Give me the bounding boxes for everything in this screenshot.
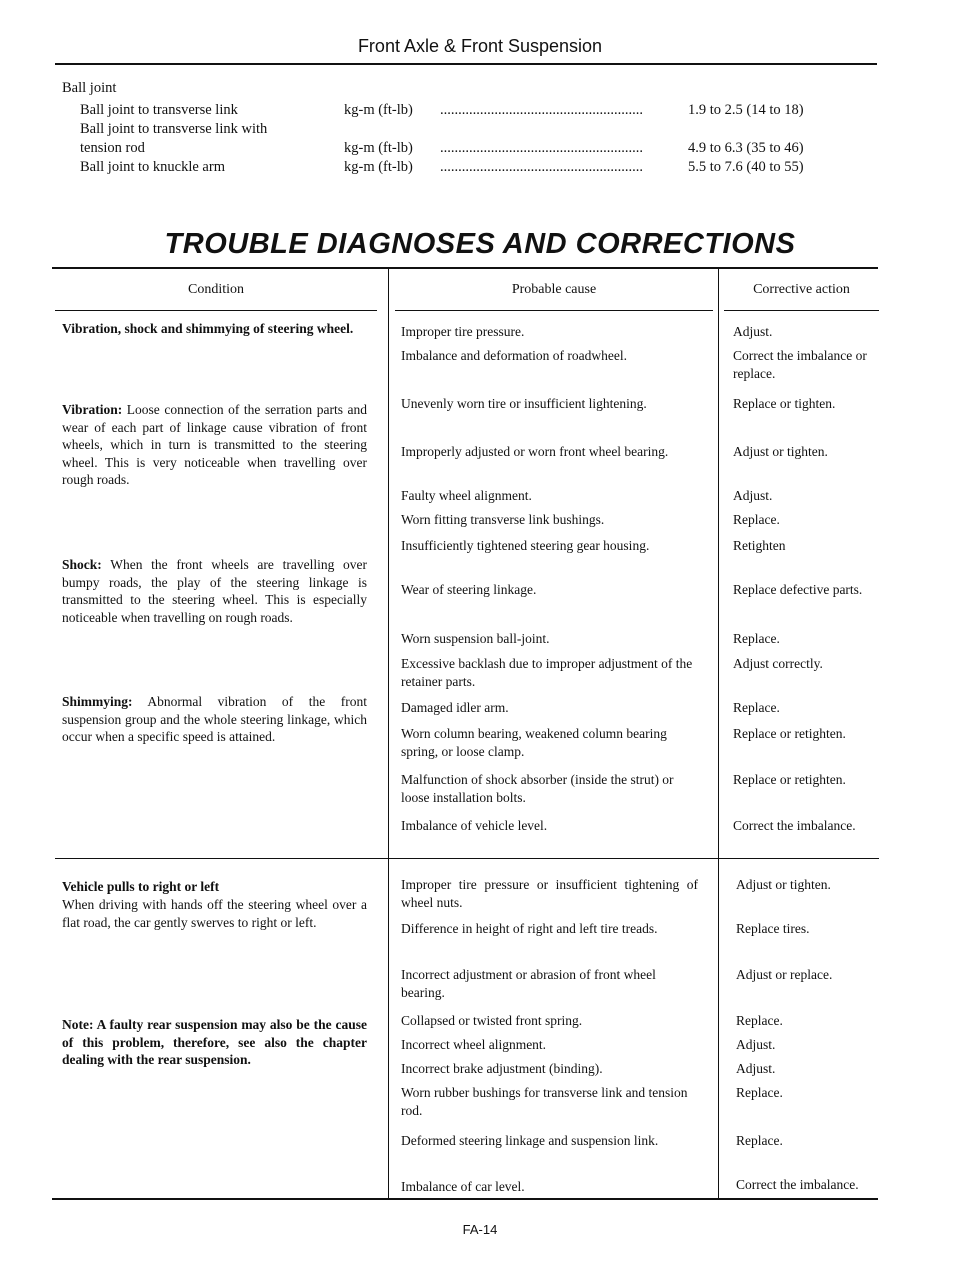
action-g2-7: Replace. [736, 1085, 783, 1100]
column-divider-left [388, 268, 389, 1200]
condition-vibration [62, 401, 367, 489]
action-g1-6: Replace. [733, 512, 780, 527]
condition-pulls-text: When driving with hands off the steering wheel over a flat road, the car gently swerves to right or left. [62, 897, 367, 930]
action-g2-1: Adjust or tighten. [736, 877, 831, 892]
cause-g2-1: Improper tire pressure or insufficient tightening of wheel nuts. [401, 877, 698, 910]
column-divider-right [718, 268, 719, 1200]
cause-g2-5: Incorrect wheel alignment. [401, 1037, 547, 1052]
condition-shock-text: When the front wheels are travelling over bumpy roads, the play of the steering linkage is transmitted to the steering wheel. This is especially noticeable when travelling on rough roads. [62, 557, 367, 625]
spec-value-1: 1.9 to 2.5 (14 to 18) [688, 102, 804, 118]
spec-unit-3: kg-m (ft-lb) [344, 159, 413, 175]
action-g1-11: Replace. [733, 700, 780, 715]
table-top-rule [52, 267, 878, 269]
action-g1-1: Adjust. [733, 324, 773, 339]
cause-g1-3: Unevenly worn tire or insufficient lightening. [401, 396, 647, 411]
action-g2-8: Replace. [736, 1133, 783, 1148]
spec-unit-2: kg-m (ft-lb) [344, 140, 413, 156]
action-g1-12: Replace or retighten. [733, 726, 846, 741]
cause-g1-1: Improper tire pressure. [401, 324, 525, 339]
cause-g1-2: Imbalance and deformation of roadwheel. [401, 348, 628, 363]
cause-g1-8: Wear of steering linkage. [401, 582, 537, 597]
spec-leader-2: ........................................................ [440, 140, 643, 156]
spec-label-3: Ball joint to knuckle arm [80, 159, 225, 175]
action-g1-13: Replace or retighten. [733, 772, 846, 787]
cause-g2-3: Incorrect adjustment or abrasion of front wheel bearing. [401, 967, 656, 1000]
cause-g1-13: Malfunction of shock absorber (inside the strut) or loose installation bolts. [401, 772, 674, 805]
condition-title-vibration: Vibration, shock and shimmying of steering wheel. [62, 321, 354, 336]
spec-group-label: Ball joint [62, 80, 117, 96]
cause-g1-11: Damaged idler arm. [401, 700, 509, 715]
spec-label-2b: tension rod [80, 140, 145, 156]
condition-shock [62, 556, 367, 626]
page-header-title: Front Axle & Front Suspension [357, 36, 603, 56]
cause-g1-10: Excessive backlash due to improper adjustment of the retainer parts. [401, 656, 693, 689]
action-g2-9: Correct the imbalance. [736, 1177, 859, 1192]
cause-g2-6: Incorrect brake adjustment (binding). [401, 1061, 603, 1076]
page-number: FA-14 [462, 1222, 498, 1237]
action-g1-8: Replace defective parts. [733, 582, 863, 597]
cause-g1-9: Worn suspension ball-joint. [401, 631, 550, 646]
action-g1-14: Correct the imbalance. [733, 818, 856, 833]
section-title: TROUBLE DIAGNOSES AND CORRECTIONS [164, 228, 796, 260]
action-g2-6: Adjust. [736, 1061, 776, 1076]
group-separator-rule [55, 858, 879, 859]
cause-g1-5: Faulty wheel alignment. [401, 488, 532, 503]
condition-shock-label: Shock: [62, 557, 102, 572]
action-g1-9: Replace. [733, 631, 780, 646]
action-g2-4: Replace. [736, 1013, 783, 1028]
action-g1-3: Replace or tighten. [733, 396, 836, 411]
cause-g2-8: Deformed steering linkage and suspension link. [401, 1133, 659, 1148]
condition-vibration-label: Vibration: [62, 402, 123, 417]
spec-leader-3: ........................................................ [440, 159, 643, 175]
cause-g2-4: Collapsed or twisted front spring. [401, 1013, 583, 1028]
cause-g1-7: Insufficiently tightened steering gear housing. [401, 538, 650, 553]
action-g2-5: Adjust. [736, 1037, 776, 1052]
cause-g2-2: Difference in height of right and left tire treads. [401, 921, 658, 936]
spec-label-2a: Ball joint to transverse link with [80, 121, 268, 137]
action-g2-3: Adjust or replace. [736, 967, 833, 982]
table-bottom-rule [52, 1198, 878, 1200]
spec-unit-1: kg-m (ft-lb) [344, 102, 413, 118]
action-g1-4: Adjust or tighten. [733, 444, 828, 459]
cause-g1-6: Worn fitting transverse link bushings. [401, 512, 605, 527]
cause-g1-14: Imbalance of vehicle level. [401, 818, 548, 833]
column-header-cause: Probable cause [511, 282, 597, 297]
condition-shimmying [62, 693, 367, 746]
spec-value-3: 5.5 to 7.6 (40 to 55) [688, 159, 804, 175]
header-underline-action [724, 310, 879, 311]
spec-value-2: 4.9 to 6.3 (35 to 46) [688, 140, 804, 156]
spec-leader-1: ........................................................ [440, 102, 643, 118]
action-g1-7: Retighten [733, 538, 786, 553]
header-rule [55, 63, 877, 65]
header-underline-condition [55, 310, 377, 311]
action-g1-5: Adjust. [733, 488, 773, 503]
column-header-condition: Condition [187, 282, 244, 297]
condition-vibration-text: Loose connection of the serration parts and wear of each part of linkage cause vibration of front wheels, which in turn is transmitted to the steering wheel. This is very noticeable when travelling over rough roads. [62, 402, 367, 487]
cause-g1-12: Worn column bearing, weakened column bearing spring, or loose clamp. [401, 726, 667, 759]
action-g1-2: Correct the imbalance or replace. [733, 348, 867, 381]
cause-g2-9: Imbalance of car level. [401, 1179, 525, 1194]
action-g1-10: Adjust correctly. [733, 656, 823, 671]
cause-g2-7: Worn rubber bushings for transverse link and tension rod. [401, 1085, 688, 1118]
column-header-action: Corrective action [753, 282, 850, 297]
action-g2-2: Replace tires. [736, 921, 810, 936]
condition-title-pulls: Vehicle pulls to right or left [62, 879, 220, 894]
condition-shimmying-label: Shimmying: [62, 694, 133, 709]
header-underline-cause [395, 310, 713, 311]
spec-label-1: Ball joint to transverse link [80, 102, 238, 118]
condition-shimmying-text: Abnormal vibration of the front suspension group and the whole steering linkage, which occur when a specific speed is attained. [62, 694, 367, 744]
cause-g1-4: Improperly adjusted or worn front wheel bearing. [401, 444, 669, 459]
condition-note: Note: A faulty rear suspension may also be the cause of this problem, therefore, see also the chapter dealing with the rear suspension. [62, 1017, 367, 1067]
